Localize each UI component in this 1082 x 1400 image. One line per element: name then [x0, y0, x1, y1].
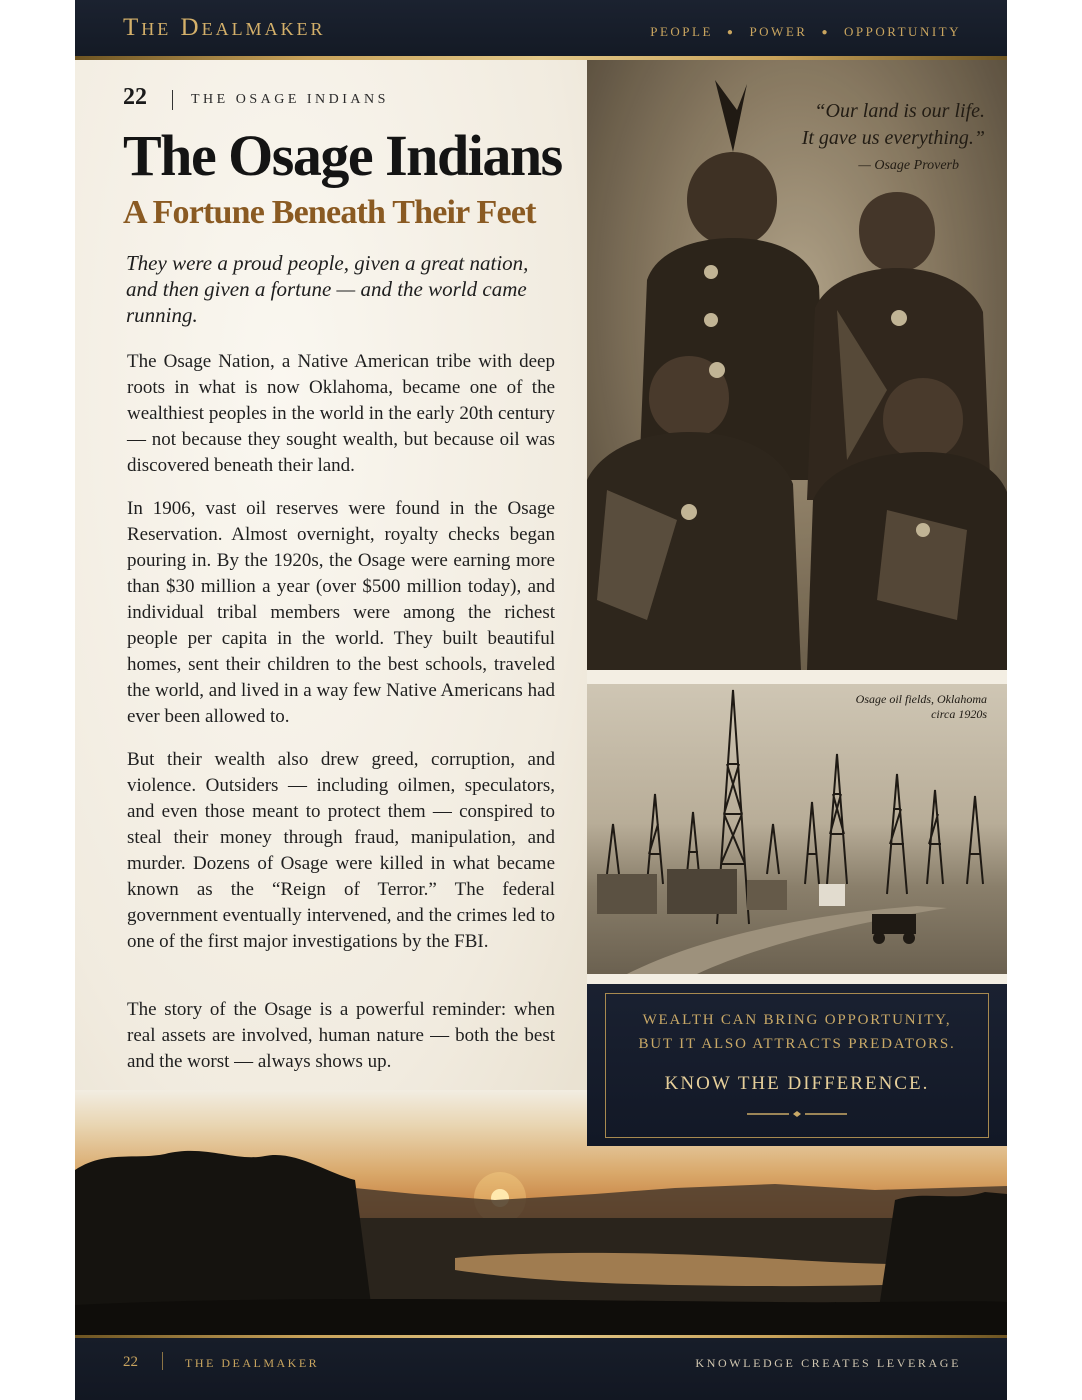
bullet-separator: ● [821, 27, 830, 38]
tagline-item-opportunity: OPPORTUNITY [843, 24, 961, 39]
body-paragraph-2: In 1906, vast oil reserves were found in the Osage Reservation. Almost overnight, royalty checks began pouring in. By the 1920s, the Osage were earning more than $30 million a year (over $500 million today), and individual tribal members were among the richest people per capita in the world. They built beautiful homes, sent their children to the best schools, traveled the world, and lived in a way few Native Americans had ever been allowed to. [127, 498, 555, 727]
divider [172, 90, 173, 110]
body-paragraph-4: The story of the Osage is a powerful reminder: when real assets are involved, human nature — both the best and the worst — always shows up. [127, 999, 555, 1072]
ornament-divider [747, 1110, 847, 1118]
footer-bar [75, 1338, 1007, 1400]
footer-tagline: KNOWLEDGE CREATES LEVERAGE [695, 1356, 961, 1370]
tagline-item-power: POWER [749, 24, 808, 39]
oil-field-photo [587, 684, 1007, 974]
section-label: THE OSAGE INDIANS [191, 92, 389, 107]
proverb-quote [802, 98, 985, 152]
photo-caption [856, 692, 987, 722]
article-subtitle: A Fortune Beneath Their Feet [123, 194, 536, 231]
header-bar [75, 0, 1007, 56]
osage-portrait-photo [587, 60, 1007, 670]
body-paragraph-3: But their wealth also drew greed, corruption, and violence. Outsiders — including oilmen, speculators, and even those meant to protect them — conspired to steal their money through fraud, manipulation, and murder. Dozens of Osage were killed in what became known as the “Reign of Terror.” The federal government eventually intervened, and the crimes led to one of the first major investigations by the FBI. [127, 749, 555, 952]
page-number: 22 [123, 84, 147, 110]
bullet-separator: ● [726, 27, 736, 38]
magazine-page [75, 0, 1007, 1400]
tagline-item-people: PEOPLE [650, 24, 713, 39]
callout-line-1: WEALTH CAN BRING OPPORTUNITY, [642, 1012, 952, 1028]
footer-publication: THE DEALMAKER [185, 1356, 320, 1370]
callout-line-2: BUT IT ALSO ATTRACTS PREDATORS. [638, 1036, 956, 1052]
callout-emphasis: KNOW THE DIFFERENCE. [664, 1073, 930, 1094]
article-lede: They were a proud people, given a great nation, and then given a fortune — and the world came running. [126, 251, 529, 327]
body-paragraph-1: The Osage Nation, a Native American tribe with deep roots in what is now Oklahoma, became one of the wealthiest peoples in the world in the early 20th century — not because they sought wealth, but because oil was discovered beneath their land. [127, 351, 555, 476]
quote-line-1: “Our land is our life. [814, 100, 985, 122]
header-tagline [650, 24, 961, 40]
quote-attribution: — Osage Proverb [858, 158, 959, 173]
caption-line-2: circa 1920s [931, 707, 987, 721]
article-title: The Osage Indians [123, 123, 562, 188]
caption-line-1: Osage oil fields, Oklahoma [855, 692, 987, 706]
footer-page-number: 22 [123, 1354, 138, 1370]
quote-line-2: It gave us everything.” [801, 127, 985, 149]
masthead: The Dealmaker [123, 14, 326, 41]
divider [162, 1352, 163, 1370]
callout-box [587, 984, 1007, 1146]
